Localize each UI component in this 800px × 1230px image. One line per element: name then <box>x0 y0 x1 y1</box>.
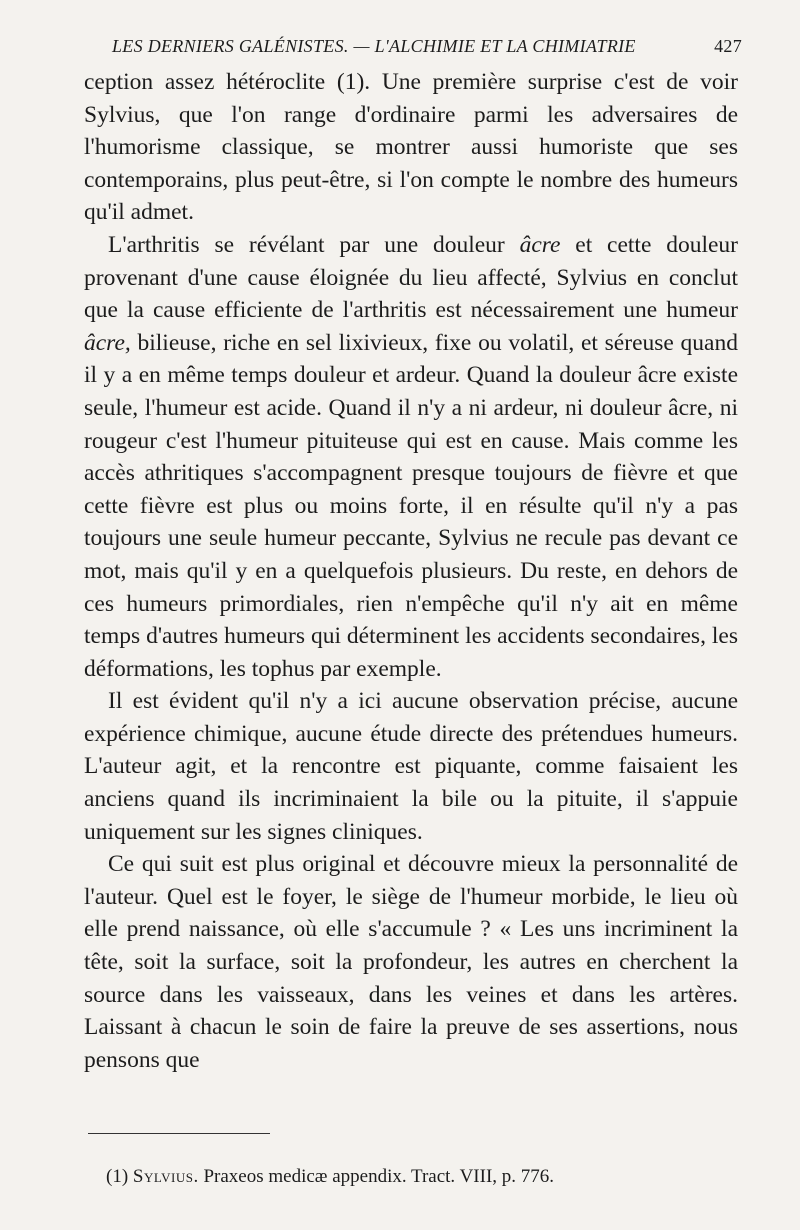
footnote-divider <box>88 1133 270 1134</box>
running-header <box>112 36 742 57</box>
paragraph-4: Ce qui suit est plus original et découvre mieux la personnalité de l'auteur. Quel est le foyer, le siège de l'humeur morbide, le lieu où elle prend naissance, où elle s'accumule ? « Les uns incriminent la tête, soit la surface, soit la profondeur, les autres en cherchent la source dans les vaisseaux, dans les veines et dans les artères. Laissant à chacun le soin de faire la preuve de ses assertions, nous pensons que <box>84 851 738 1073</box>
paragraph-2-part-b: et cette douleur provenant d'une cause éloignée du lieu affecté, Sylvius en conclut que la cause efficiente de l'arthritis est nécessairement une humeur <box>84 231 738 324</box>
paragraph-2 <box>84 229 738 685</box>
paragraph-3: Il est évident qu'il n'y a ici aucune observation précise, aucune expérience chimique, aucune étude directe des prétendues humeurs. L'auteur agit, et la rencontre est piquante, comme faisaient les anciens quand ils incriminaient la bile ou la pituite, il s'appuie uniquement sur les signes cliniques. <box>84 688 738 845</box>
paragraph-1: ception assez hétéroclite (1). Une première surprise c'est de voir Sylvius, que l'on range d'ordinaire parmi les adversaires de l'humorisme classique, se montrer aussi humoriste que ses contemporains, plus peut-être, si l'on compte le nombre des humeurs qu'il admet. <box>84 69 738 226</box>
footnote-marker: (1) <box>106 1166 129 1187</box>
footnote <box>106 1166 726 1188</box>
italic-acre-1: âcre <box>519 231 561 258</box>
page-number: 427 <box>714 36 742 56</box>
footnote-author: Sylvius. <box>132 1166 199 1187</box>
paragraph-2-part-c: bilieuse, riche en sel lixivieux, fixe ou volatil, et séreuse quand il y a en même temps douleur et ardeur. Quand la douleur âcre existe seule, l'humeur est acide. Quand il n'y a ni ardeur, ni douleur âcre, ni rougeur c'est l'humeur pituiteuse qui est en cause. Mais comme les accès athritiques s'accompagnent presque toujours de fièvre et que cette fièvre est plus ou moins forte, il en résulte qu'il n'y a pas toujours une seule humeur peccante, Sylvius ne recule pas devant ce mot, mais qu'il y en a quelquefois plusieurs. Du reste, en dehors de ces humeurs primordiales, rien n'empêche qu'il n'y ait en même temps d'autres humeurs qui déterminent les accidents secondaires, les déformations, les tophus par exemple. <box>84 329 738 682</box>
paragraph-2-part-a: L'arthritis se révélant par une douleur <box>108 231 520 258</box>
running-title: LES DERNIERS GALÉNISTES. — L'ALCHIMIE ET LA CHIMIATRIE <box>112 36 636 56</box>
footnote-text: Praxeos medicæ appendix. Tract. VIII, p. 776. <box>203 1166 555 1187</box>
italic-acre-2: âcre, <box>84 329 131 356</box>
main-text <box>84 66 738 1076</box>
